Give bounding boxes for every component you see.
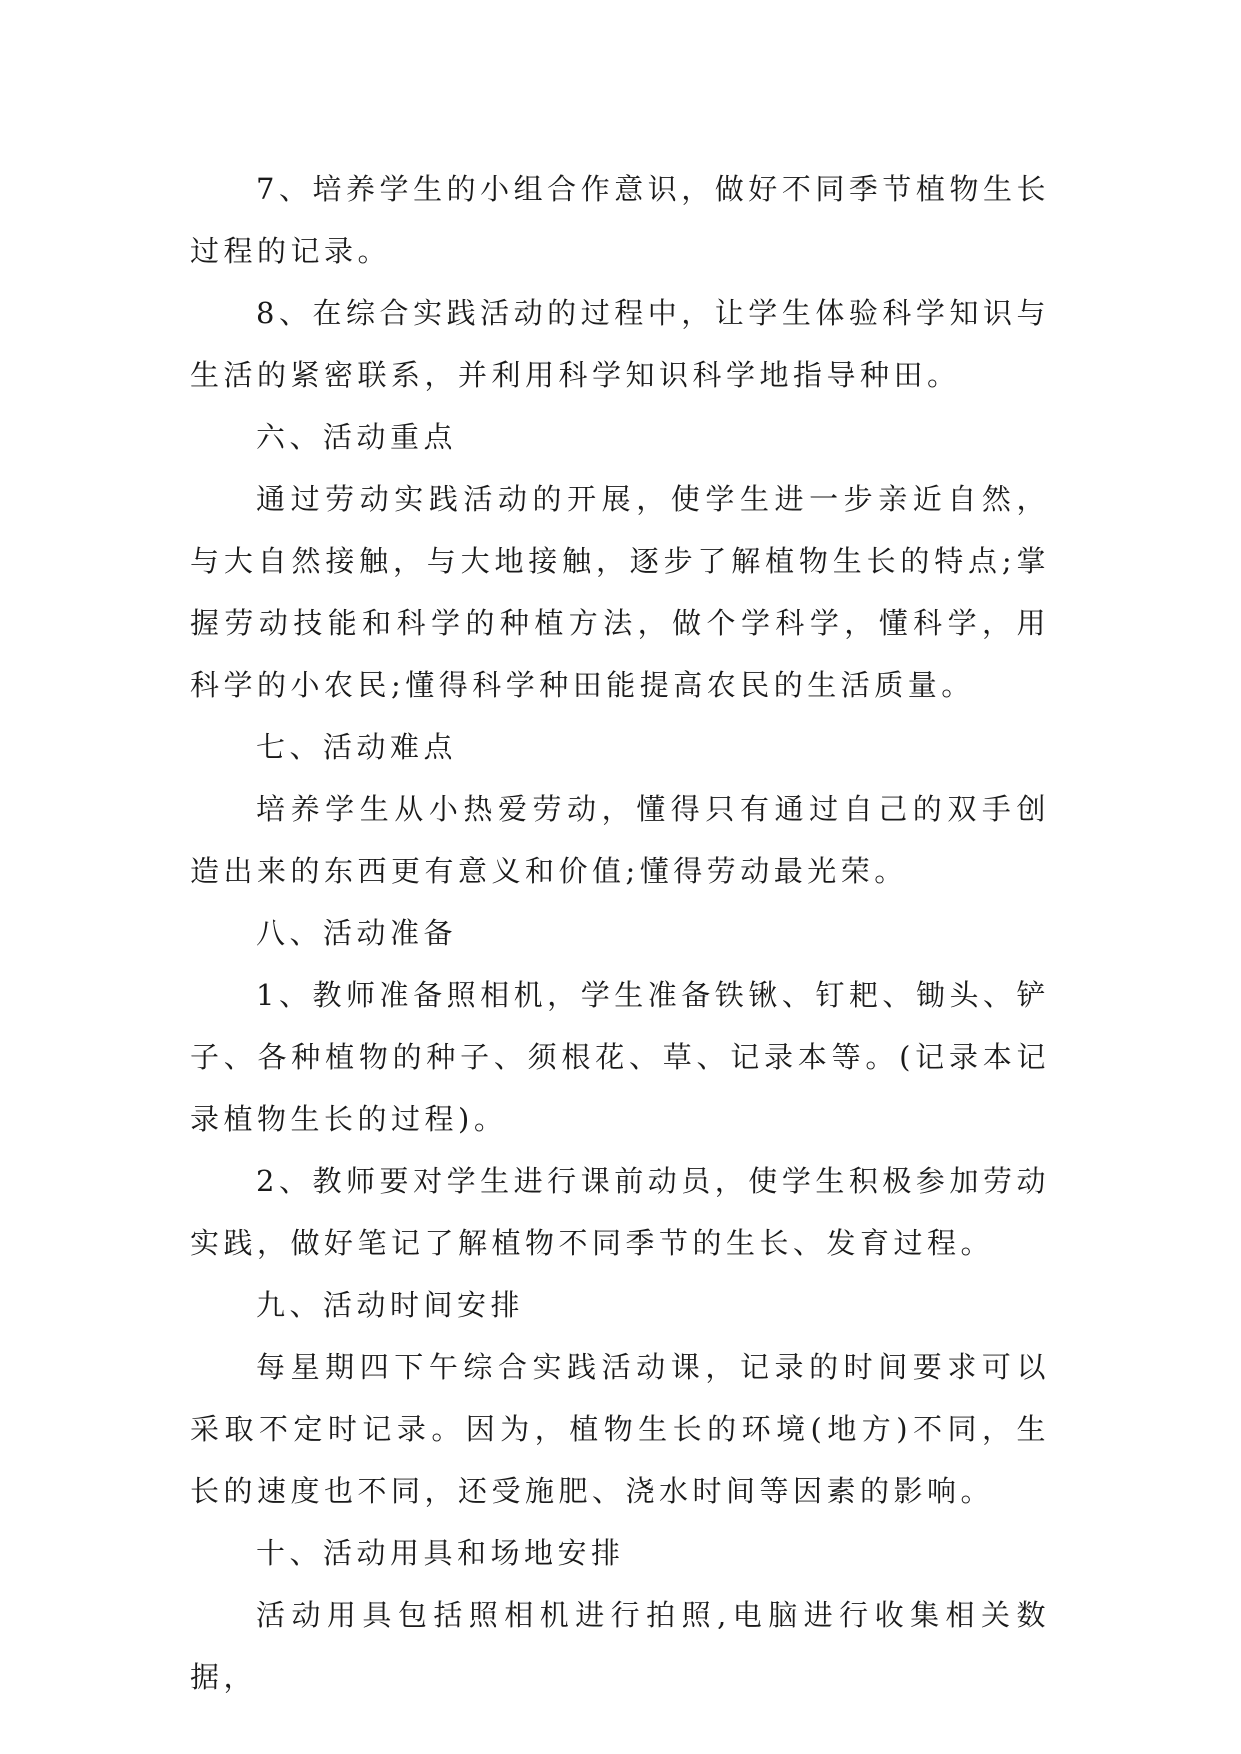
- section-heading-7: 七、活动难点: [256, 730, 458, 764]
- document-page: [190, 158, 1050, 1708]
- section-heading-10: 十、活动用具和场地安排: [256, 1536, 625, 1570]
- paragraph-key-points: 通过劳动实践活动的开展，使学生进一步亲近自然，与大自然接触，与大地接触，逐步了解植物生长的特点;掌握劳动技能和科学的种植方法，做个学科学，懂科学，用科学的小农民;懂得科学种田能提高农民的生活质量。: [190, 482, 1050, 702]
- section-heading-9: 九、活动时间安排: [256, 1288, 525, 1322]
- paragraph-prep-1: 1、教师准备照相机，学生准备铁锹、钉耙、锄头、铲子、各种植物的种子、须根花、草、记录本等。(记录本记录植物生长的过程)。: [190, 978, 1050, 1136]
- section-heading-6: 六、活动重点: [256, 420, 458, 454]
- paragraph-item-7: 7、培养学生的小组合作意识，做好不同季节植物生长过程的记录。: [190, 172, 1050, 268]
- section-heading-8: 八、活动准备: [256, 916, 458, 950]
- paragraph-difficulties: 培养学生从小热爱劳动，懂得只有通过自己的双手创造出来的东西更有意义和价值;懂得劳动最光荣。: [190, 792, 1050, 888]
- paragraph-prep-2: 2、教师要对学生进行课前动员，使学生积极参加劳动实践，做好笔记了解植物不同季节的生长、发育过程。: [190, 1164, 1050, 1260]
- paragraph-item-8: 8、在综合实践活动的过程中，让学生体验科学知识与生活的紧密联系，并利用科学知识科学地指导种田。: [190, 296, 1050, 392]
- paragraph-schedule: 每星期四下午综合实践活动课，记录的时间要求可以采取不定时记录。因为，植物生长的环境(地方)不同，生长的速度也不同，还受施肥、浇水时间等因素的影响。: [190, 1350, 1050, 1508]
- paragraph-tools: 活动用具包括照相机进行拍照,电脑进行收集相关数据，: [190, 1598, 1050, 1694]
